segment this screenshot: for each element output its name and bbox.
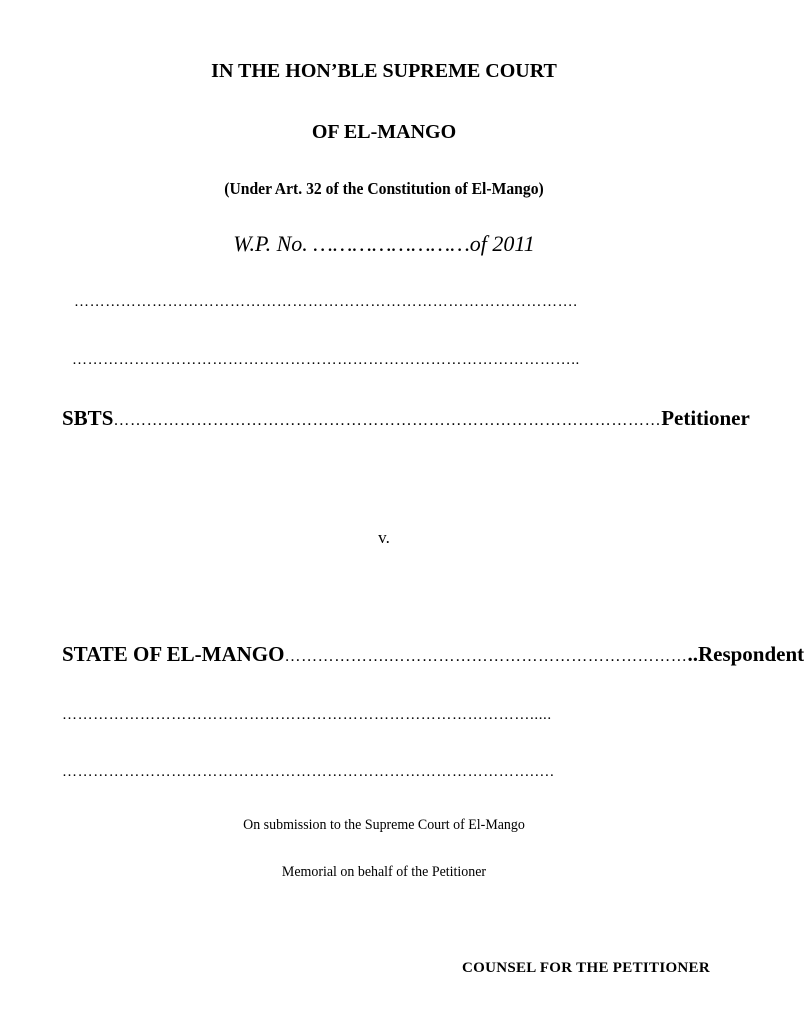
petitioner-dot-leader: ………………………………………………………………………………………: [113, 412, 662, 429]
jurisdiction-line: (Under Art. 32 of the Constitution of El-Mango): [224, 179, 544, 198]
memorial-line: Memorial on behalf of the Petitioner: [281, 864, 487, 880]
court-title-line1: IN THE HON’BLE SUPREME COURT: [211, 60, 557, 82]
petitioner-line: [62, 406, 750, 431]
respondent-line: [62, 642, 804, 667]
blank-line-2: ……………………………………………………………………………………..: [72, 352, 580, 368]
court-title-line2: OF EL-MANGO: [311, 121, 457, 143]
blank-line-3: ……………………………………………………………………………….....: [62, 707, 552, 723]
petition-number: W.P. No. ……………………of 2011: [233, 231, 535, 256]
counsel-label: COUNSEL FOR THE PETITIONER: [462, 960, 710, 976]
versus-label: v.: [378, 528, 390, 547]
blank-line-4: ……………………………………………………………………………….….: [62, 764, 555, 780]
petitioner-name: SBTS: [62, 406, 114, 430]
blank-line-1: …………………………………………………………………………………….: [74, 294, 578, 310]
respondent-name: STATE OF EL-MANGO: [62, 642, 285, 666]
petitioner-role: Petitioner: [661, 406, 750, 430]
respondent-dot-leader: ……………….………………………………………………: [284, 648, 688, 665]
submission-line: On submission to the Supreme Court of El-Mango: [243, 817, 525, 833]
respondent-role: ..Respondent: [687, 642, 804, 666]
